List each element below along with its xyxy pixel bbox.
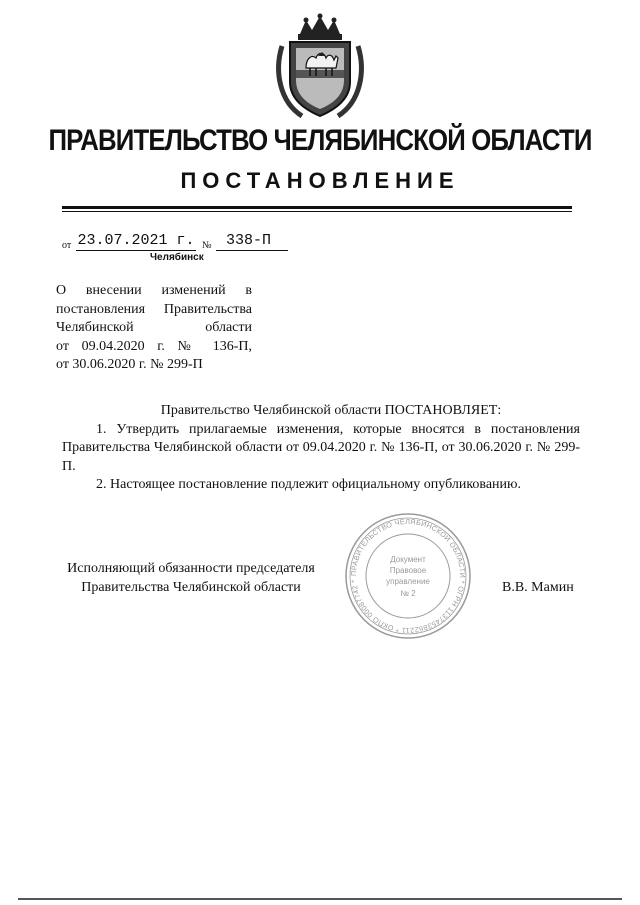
seal-center-line: Документ <box>390 555 426 564</box>
subject-line: от 30.06.2020 г. № 299-П <box>56 357 203 372</box>
page-bottom-edge <box>18 898 622 900</box>
government-title: ПРАВИТЕЛЬСТВО ЧЕЛЯБИНСКОЙ ОБЛАСТИ <box>48 124 592 157</box>
header-divider-thin <box>62 211 572 212</box>
document-body <box>62 402 580 495</box>
document-date: 23.07.2021 г. <box>77 232 195 249</box>
subject-line: постановления Правительства <box>56 301 252 317</box>
seal-center-line: № 2 <box>400 589 416 598</box>
seal-outer-text: ПРАВИТЕЛЬСТВО ЧЕЛЯБИНСКОЙ ОБЛАСТИ * ОГРН 1137453862211 * ОКПО 00087742 * <box>348 516 468 636</box>
body-paragraph-2: 2. Настоящее постановление подлежит официальному опубликованию. <box>96 477 521 492</box>
header-divider-thick <box>62 206 572 209</box>
document-type-heading: ПОСТАНОВЛЕНИЕ <box>180 168 460 193</box>
document-number: 338-П <box>216 232 288 251</box>
body-paragraph-1: 1. Утвердить прилагаемые изменения, которые вносятся в постановления Правительства Челябинской области от 09.04.2020 г. № 136-П, от 30.06.2020 г. № 299-П. <box>62 421 580 474</box>
seal-center-line: Правовое <box>389 566 427 575</box>
subject-line: О внесении изменений в <box>56 283 252 298</box>
number-label: № <box>202 240 212 251</box>
signatory-name: В.В. Мамин <box>502 580 574 595</box>
seal-center-line: управление <box>386 577 430 586</box>
signatory-position-line: Правительства Челябинской области <box>81 579 301 595</box>
official-seal-icon <box>342 510 474 642</box>
subject-line: от 09.04.2020 г. № 136-П, <box>56 338 252 354</box>
chelyabinsk-coat-of-arms-icon <box>272 12 368 120</box>
city-label: Челябинск <box>150 252 204 263</box>
signatory-position <box>56 560 326 597</box>
document-subject <box>56 282 252 375</box>
signatory-position-line: Исполняющий обязанности председателя <box>67 561 315 576</box>
subject-line: Челябинской области <box>56 320 252 335</box>
body-preamble: Правительство Челябинской области ПОСТАНОВЛЯЕТ: <box>160 403 502 418</box>
date-from-label: от <box>62 240 72 251</box>
